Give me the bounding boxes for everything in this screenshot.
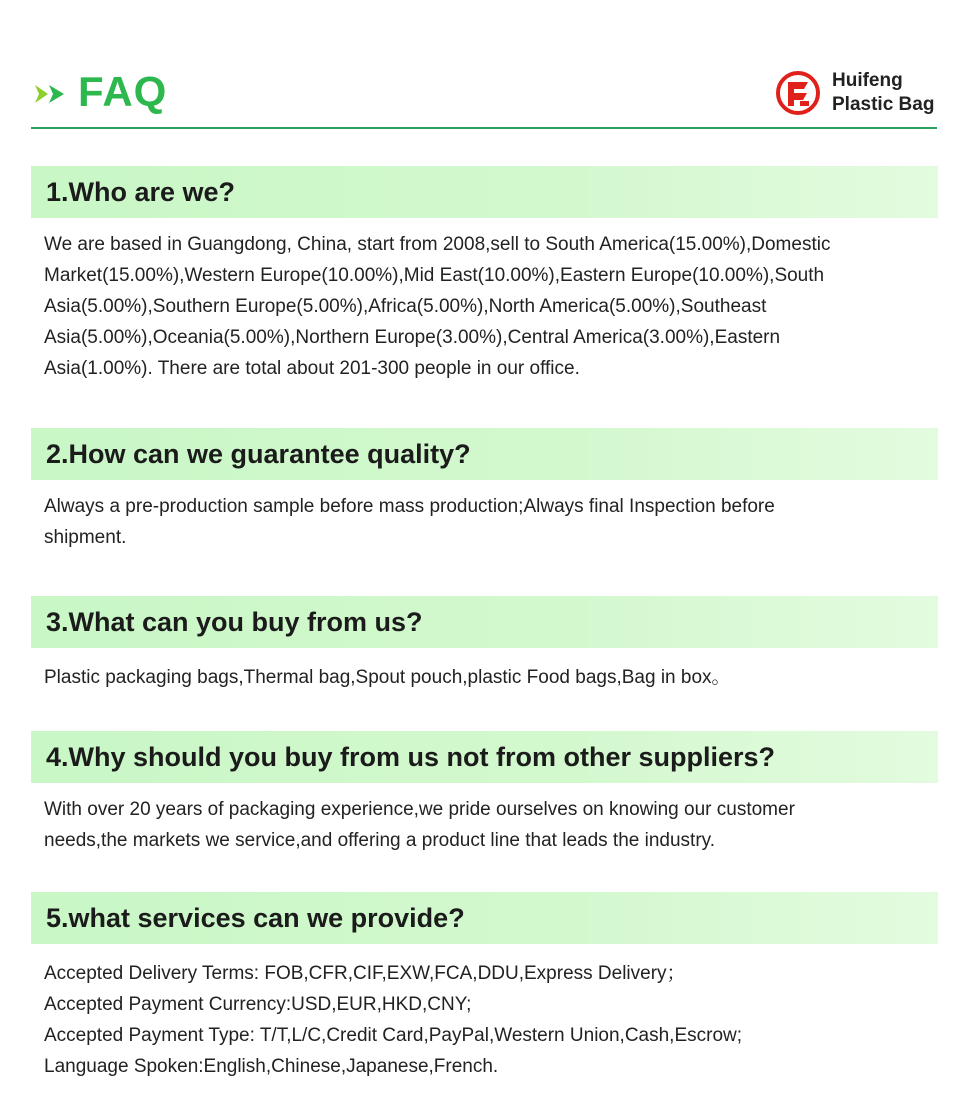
faq-item-2 [31,428,938,553]
answer-text [31,794,938,856]
question-text: 4.Why should you buy from us not from other suppliers? [46,741,776,772]
answer-line: We are based in Guangdong, China, start from 2008,sell to South America(15.00%),Domestic [44,234,831,255]
question-bar [31,428,938,480]
question-text: 1.Who are we? [46,176,236,207]
faq-item-5 [31,892,938,1082]
brand-name-line1: Huifeng [832,70,903,91]
question-text: 5.what services can we provide? [46,902,465,933]
brand-name-line2: Plastic Bag [832,94,935,115]
question-text: 3.What can you buy from us? [46,606,423,637]
question-bar [31,892,938,944]
faq-item-3 [31,596,938,693]
brand-logo-group [774,68,944,118]
question-bar [31,166,938,218]
answer-text [31,662,938,693]
huifeng-logo-icon [774,70,824,116]
answer-line: With over 20 years of packaging experience,we pride ourselves on knowing our customer [44,799,795,820]
question-text: 2.How can we guarantee quality? [46,438,471,469]
double-arrow-icon [35,83,69,105]
answer-line: Plastic packaging bags,Thermal bag,Spout pouch,plastic Food bags,Bag in box。 [44,667,731,688]
answer-text [31,229,938,384]
answer-line: Accepted Payment Currency:USD,EUR,HKD,CNY; [44,994,472,1015]
header-divider [31,127,937,129]
answer-line: Market(15.00%),Western Europe(10.00%),Mid East(10.00%),Eastern Europe(10.00%),South [44,265,825,286]
page-header [0,0,969,130]
faq-item-1 [31,166,938,384]
page-title: FAQ [78,68,168,115]
answer-line: Accepted Delivery Terms: FOB,CFR,CIF,EXW,FCA,DDU,Express Delivery； [44,963,686,984]
faq-item-4 [31,731,938,856]
answer-line: shipment. [44,527,127,548]
answer-line: needs,the markets we service,and offering a product line that leads the industry. [44,830,716,851]
answer-line: Accepted Payment Type: T/T,L/C,Credit Card,PayPal,Western Union,Cash,Escrow; [44,1025,743,1046]
answer-line: Asia(5.00%),Southern Europe(5.00%),Africa(5.00%),North America(5.00%),Southeast [44,296,767,317]
answer-text [31,491,938,553]
answer-line: Asia(1.00%). There are total about 201-300 people in our office. [44,358,580,379]
answer-text [31,958,938,1082]
answer-line: Asia(5.00%),Oceania(5.00%),Northern Europe(3.00%),Central America(3.00%),Eastern [44,327,781,348]
answer-line: Always a pre-production sample before mass production;Always final Inspection before [44,496,775,517]
answer-line: Language Spoken:English,Chinese,Japanese,French. [44,1056,499,1077]
brand-name [832,69,934,117]
question-bar [31,596,938,648]
question-bar [31,731,938,783]
